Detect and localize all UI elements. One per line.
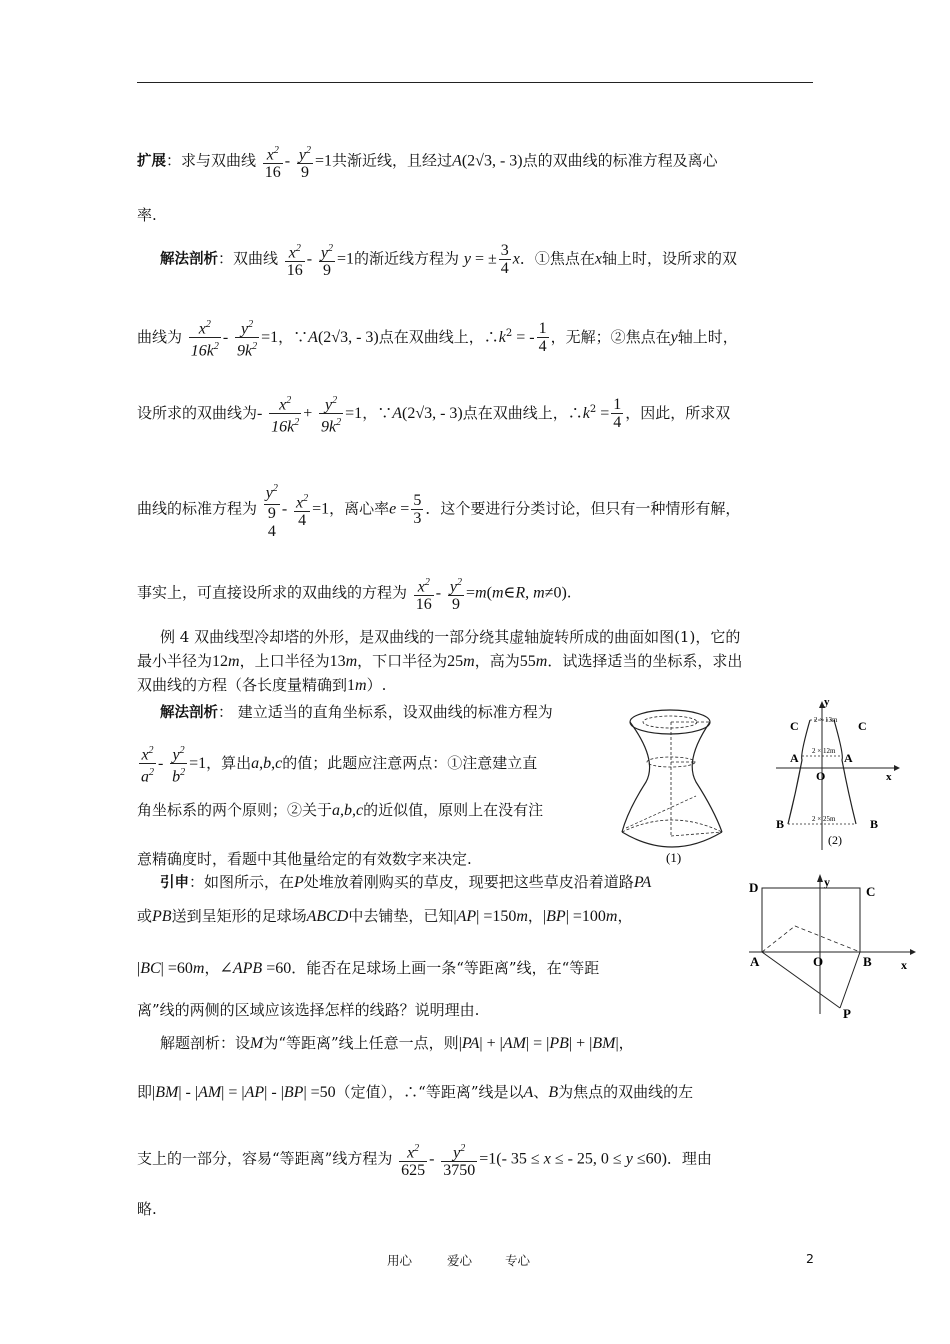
- page-number: 2: [806, 1251, 814, 1266]
- svg-text:B: B: [870, 817, 879, 831]
- svg-text:x: x: [901, 958, 907, 972]
- extension-line-2: 率.: [137, 206, 157, 224]
- solution4-line-4: 意精确度时，看题中其他量给定的有效数字来决定.: [137, 850, 472, 868]
- solution5-line-2: 即|BM| - |AM| = |AP| - |BP| =50（定值），∴“等距离”线是以A、B为焦点的双曲线的左: [137, 1083, 694, 1101]
- svg-text:D: D: [749, 880, 759, 895]
- footer-mid: 爱心: [447, 1253, 473, 1268]
- svg-text:C: C: [790, 719, 799, 733]
- svg-text:O: O: [813, 954, 824, 969]
- svg-text:P: P: [843, 1006, 851, 1020]
- analysis-line-2: 曲线为 $\frac{x^2}{16k^2}$ - $\frac{y^2}{9k^2}$ =1，∵A(2√3, - 3)点在双曲线上，$\therefore k^2$ = - $\frac{1}{4}$ ，无解；②焦点在y轴上时，: [137, 316, 738, 360]
- svg-text:C: C: [866, 884, 876, 899]
- solution4-line-1: 解法剖析： 建立适当的直角坐标系，设双曲线的标准方程为: [160, 703, 553, 721]
- analysis-line-3: 设所求的双曲线为- $\frac{x^2}{16k^2}$ + $\frac{y^2}{9k^2}$ =1，∵A(2√3, - 3)点在双曲线上，$\therefore k^2$ = $\frac{1}{4}$ ，因此，所求双: [137, 392, 730, 436]
- svg-text:B: B: [863, 954, 872, 969]
- footer-right: 专心: [505, 1253, 531, 1268]
- example4-line-2: 最小半径为12m，上口半径为13m，下口半径为25m，高为55m．试选择适当的坐标系，求出: [137, 652, 743, 670]
- svg-text:x: x: [886, 771, 892, 783]
- svg-text:A: A: [750, 954, 760, 969]
- extension2-line-1: 引申：如图所示，在P处堆放着刚购买的草皮，现要把这些草皮沿着道路PA: [160, 873, 652, 891]
- solution5-line-4: 略.: [137, 1200, 157, 1218]
- solution5-line-1: 解题剖析：设M为“等距离”线上任意一点，则|PA| + |AM| = |PB| + |BM|，: [160, 1034, 634, 1052]
- svg-text:C: C: [858, 719, 867, 733]
- solution4-line-2: $\frac{x^2}{a^2}$ - $\frac{y^2}{b^2}$ =1，算出a,b,c的值；此题应注意两点：①注意建立直: [137, 742, 537, 786]
- analysis-line-4: 曲线的标准方程为 $y^2$ 9 4 - $\frac{x^2}{4}$ =1，离心率e = $\frac{5}{3}$ ．这个要进行分类讨论，但只有一种情形有解，: [137, 478, 740, 541]
- footer-left: 用心: [387, 1253, 413, 1268]
- svg-text:y: y: [824, 875, 830, 889]
- figure2-caption: (2): [828, 833, 842, 847]
- svg-text:B: B: [776, 817, 785, 831]
- extension-line-1: 扩展：求与双曲线 $\frac{x^2}{16}$ - $\frac{y^2}{9}$ =1共渐近线，且经过A(2√3, - 3)点的双曲线的标准方程及离心: [137, 142, 718, 181]
- example4-line-3: 双曲线的方程（各长度量精确到1m）.: [137, 676, 387, 694]
- analysis-line-1: 解法剖析：双曲线 $\frac{x^2}{16}$ - $\frac{y^2}{9}$ =1的渐近线方程为 y = ± $\frac{3}{4}$ x．①焦点在x轴上时，设所求的双: [160, 240, 737, 279]
- extension-label: 扩展: [137, 153, 166, 170]
- football-field-figure: [745, 868, 920, 1020]
- extension2-line-3: |BC| =60m，∠APB =60．能否在足球场上画一条“等距离”线，在“等距: [137, 959, 600, 977]
- solution5-line-3: 支上的一部分，容易“等距离”线方程为 $\frac{x^2}{625}$ - $\frac{y^2}{3750}$ =1(- 35 ≤ x ≤ - 25, 0 ≤ y ≤60)．理由: [137, 1140, 712, 1179]
- example4-line-1: 例 4 双曲线型冷却塔的外形，是双曲线的一部分绕其虚轴旋转所成的曲面如图(1)，它的: [160, 628, 741, 646]
- analysis-line-5: 事实上，可直接设所求的双曲线的方程为 $\frac{x^2}{16}$ - $\frac{y^2}{9}$ =m(m∈R, m≠0).: [137, 574, 572, 613]
- extension2-line-4: 离”线的两侧的区域应该选择怎样的线路？说明理由.: [137, 1001, 480, 1019]
- svg-text:y: y: [824, 700, 830, 708]
- svg-text:2 × 13m: 2 × 13m: [814, 716, 838, 724]
- svg-text:O: O: [816, 769, 826, 783]
- figure1-caption: (1): [666, 850, 682, 865]
- svg-text:2 × 25m: 2 × 25m: [812, 815, 836, 823]
- extension2-line-2: 或PB送到呈矩形的足球场ABCD中去铺垫，已知|AP| =150m，|BP| =100m，: [137, 907, 633, 925]
- cooling-tower-figure: [618, 700, 728, 868]
- header-rule: [137, 82, 813, 83]
- solution4-line-3: 角坐标系的两个原则；②关于a,b,c的近似值，原则上在没有注: [137, 801, 544, 819]
- svg-text:A: A: [844, 751, 853, 765]
- svg-text:A: A: [790, 751, 799, 765]
- hyperbola-axes-figure: [772, 700, 902, 855]
- svg-text:2 × 12m: 2 × 12m: [812, 747, 836, 755]
